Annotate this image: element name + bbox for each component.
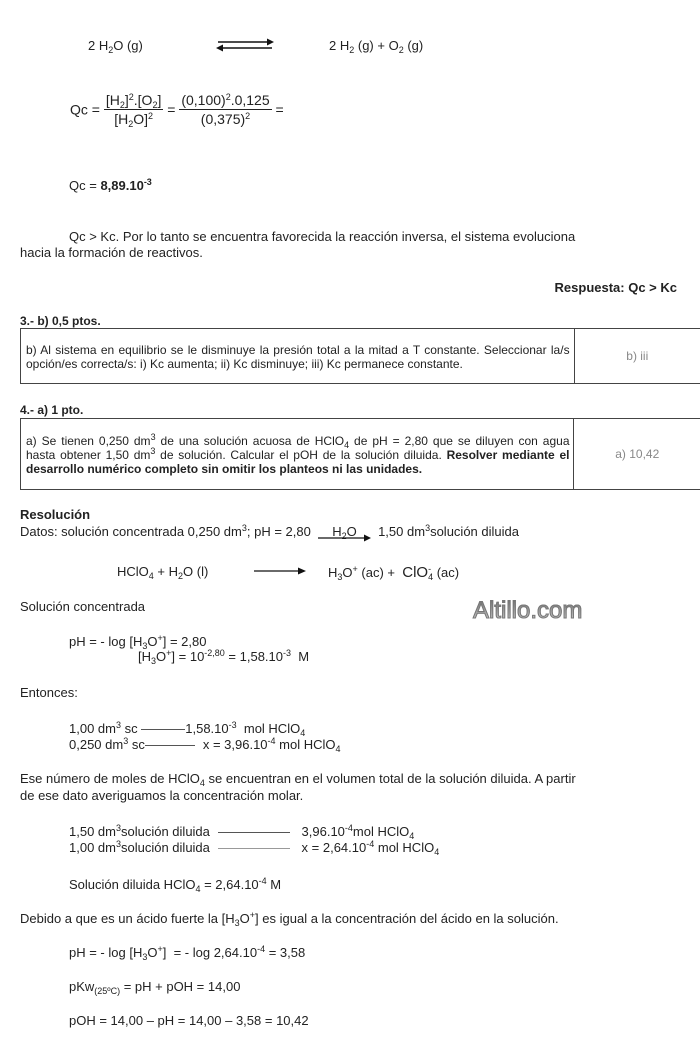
qc-expression <box>70 92 284 127</box>
text: (0,375) <box>200 111 246 127</box>
text: ClO <box>402 564 429 581</box>
reaction-2-reactants <box>117 564 208 579</box>
text: solución diluida <box>121 840 210 855</box>
subscript: 2 <box>119 100 125 110</box>
subscript: 4 <box>409 831 415 841</box>
fraction-denominator <box>179 110 271 127</box>
superscript: - <box>428 564 432 574</box>
moles-text-line-2: de ese dato averiguamos la concentración molar. <box>20 788 304 803</box>
acido-fuerte-text <box>20 911 559 926</box>
sol-conc-ph-line <box>69 634 206 649</box>
qc-label: Qc = <box>70 101 100 118</box>
text: HClO <box>117 564 149 579</box>
text: solución diluida <box>430 524 519 539</box>
text: O <box>147 945 158 960</box>
text: Solución diluida HClO <box>69 877 196 892</box>
text: .0,125 <box>230 92 270 108</box>
subscript: 4 <box>148 571 154 581</box>
superscript: 3 <box>115 720 121 730</box>
entonces-row-1 <box>69 721 305 736</box>
qc-result <box>69 178 152 193</box>
superscript: -2,80 <box>204 648 225 658</box>
reaction-2-products <box>328 564 459 581</box>
text: ] = 10 <box>171 649 205 664</box>
text: x = 3,96.10 <box>202 737 268 752</box>
superscript: -4 <box>258 876 267 886</box>
superscript: 2 <box>245 111 251 121</box>
pkw-equation <box>69 979 240 994</box>
fraction-numerator <box>179 92 271 110</box>
superscript: 3 <box>241 523 247 533</box>
fraction-denominator <box>104 110 164 127</box>
dilution-arrow <box>314 524 374 539</box>
text: 1,50 dm <box>378 524 426 539</box>
text: pKw <box>69 979 95 994</box>
text: [H <box>105 92 120 108</box>
text: O (l) <box>183 564 209 579</box>
text: Datos: solución concentrada 0,250 dm <box>20 524 242 539</box>
text: ; pH = 2,80 <box>246 524 315 539</box>
superscript: + <box>166 648 172 658</box>
subscript: 3 <box>234 918 240 928</box>
text: 3,96.10 <box>301 824 345 839</box>
superscript: + <box>352 564 358 574</box>
proportion-line <box>218 848 290 849</box>
superscript: 3 <box>150 432 156 442</box>
question-3-body: b) Al sistema en equilibrio se le disminuye la presión total a la mitad a T constante. Seleccionar la/s opción/es correcta/s: i) Kc aumenta; ii) Kc disminuye; iii) Kc permanece constante. <box>21 329 575 384</box>
question-4-heading: 4.- a) 1 pto. <box>20 403 84 417</box>
resolucion-datos <box>20 524 519 539</box>
text: pH = - log [H <box>69 945 143 960</box>
equilibrium-arrows-icon <box>214 38 276 52</box>
equals-sign: = <box>275 101 284 118</box>
superscript: + <box>157 944 163 954</box>
text: de pH = 2,80 que se diluyen con agua hasta obtener 1,50 dm <box>26 434 570 462</box>
text: O <box>239 911 250 926</box>
fraction-numerator <box>104 92 164 110</box>
superscript: 3 <box>150 446 156 456</box>
subscript: 3 <box>142 952 148 962</box>
superscript: 3 <box>115 839 121 849</box>
subscript: 4 <box>428 572 434 582</box>
question-3-table <box>20 328 700 384</box>
bold-instruction: Resolver mediante el desarrollo numérico completo sin omitir los planteos ni las unidades. <box>26 448 570 476</box>
text: (ac) + <box>357 565 403 580</box>
subscript: 2 <box>398 45 404 55</box>
text: (0,100) <box>181 92 226 108</box>
text: 1,50 dm <box>69 824 116 839</box>
superscript: 2 <box>128 92 134 102</box>
text: ] = - log 2,64.10 <box>162 945 258 960</box>
text: (g) <box>403 38 424 53</box>
subscript: 4 <box>335 744 341 754</box>
subscript: (25ºC) <box>94 986 121 996</box>
text: + H <box>153 564 179 579</box>
text: = 1,58.10 <box>224 649 284 664</box>
ph-equation <box>69 945 305 960</box>
text: se encuentran en el volumen total de la solución diluida. A partir <box>204 771 576 786</box>
superscript: -4 <box>267 736 276 746</box>
text: O <box>342 565 353 580</box>
moles-text-line-1 <box>20 771 576 786</box>
question-4-table <box>20 418 700 490</box>
resolucion-title: Resolución <box>20 507 91 522</box>
superscript: 3 <box>115 823 121 833</box>
text: 0,250 dm <box>69 737 124 752</box>
subscript: 4 <box>300 728 306 738</box>
subscript: 2 <box>178 571 184 581</box>
text: Ese número de moles de HClO <box>20 771 200 786</box>
text: O] <box>133 111 148 127</box>
subscript: 2 <box>341 531 347 541</box>
text: ] <box>124 92 129 108</box>
text: [H <box>114 111 129 127</box>
text: sc <box>121 721 138 736</box>
superscript: 2 <box>148 111 154 121</box>
qc-value: 8,89.10 <box>100 178 144 193</box>
text: 2 H <box>329 38 350 53</box>
superscript: 2 <box>225 92 231 102</box>
text: H <box>332 524 342 539</box>
text: x = 2,64.10 <box>301 840 367 855</box>
subscript: 4 <box>344 440 350 450</box>
text: a) Se tienen 0,250 dm <box>26 434 151 448</box>
superscript: -4 <box>344 823 353 833</box>
qc-numeric-fraction <box>179 92 271 127</box>
question-4-answer: a) 10,42 <box>574 419 700 490</box>
text: mol HClO <box>236 721 301 736</box>
text: mol HClO <box>275 737 336 752</box>
reaction-1-products <box>329 38 423 53</box>
conclusion-line-2: hacia la formación de reactivos. <box>20 245 203 260</box>
text: [H <box>138 649 151 664</box>
text: O <box>156 649 167 664</box>
text: (g) + O <box>354 38 399 53</box>
text: mol HClO <box>352 824 410 839</box>
equals-sign: = <box>167 101 176 118</box>
subscript: 3 <box>142 641 148 651</box>
superscript: + <box>157 633 163 643</box>
proportion-line <box>145 745 195 746</box>
subscript: 2 <box>152 100 158 110</box>
sol-conc-h3o-line <box>138 649 309 664</box>
superscript: -3 <box>228 720 237 730</box>
superscript: -3 <box>143 177 152 187</box>
text: de una solución acuosa de HClO <box>155 434 345 448</box>
text: M <box>291 649 310 664</box>
text: solución diluida <box>121 824 210 839</box>
reaction-1-reactants <box>88 38 143 53</box>
text: sc <box>128 737 145 752</box>
altillo-watermark-logo: Altillo.com <box>473 597 583 624</box>
text: (ac) <box>433 565 460 580</box>
text: pH = - log [H <box>69 634 143 649</box>
superscript: 3 <box>123 736 129 746</box>
subscript: 3 <box>337 572 343 582</box>
superscript: 3 <box>425 523 431 533</box>
text: H <box>328 565 338 580</box>
proportion-line <box>141 729 185 730</box>
text: O <box>346 524 357 539</box>
answer-qc-kc: Respuesta: Qc > Kc <box>554 280 677 295</box>
subscript: 2 <box>108 45 114 55</box>
question-3-answer: b) iii <box>574 329 700 384</box>
qc-symbolic-fraction <box>104 92 164 127</box>
text: O <box>147 634 158 649</box>
text: 1,58.10 <box>185 721 229 736</box>
subscript: 4 <box>199 778 205 788</box>
subscript: 3 <box>151 656 157 666</box>
text: ] es igual a la concentración del ácido en la solución. <box>255 911 559 926</box>
question-4-body <box>21 419 574 490</box>
text: M <box>266 877 282 892</box>
sol-conc-heading: Solución concentrada <box>20 599 146 614</box>
right-arrow-icon <box>314 534 374 542</box>
subscript: 4 <box>195 884 201 894</box>
subscript: 2 <box>349 45 355 55</box>
text: 1,00 dm <box>69 840 116 855</box>
text: = 3,58 <box>265 945 306 960</box>
text: 2 H <box>88 38 109 53</box>
diluida-row-2 <box>69 840 439 855</box>
conclusion-line-1: Qc > Kc. Por lo tanto se encuentra favorecida la reacción inversa, el sistema evoluciona <box>69 229 576 244</box>
text: 1,00 dm <box>69 721 116 736</box>
right-arrow-icon <box>252 566 308 576</box>
entonces-heading: Entonces: <box>20 685 78 700</box>
diluida-concentration <box>69 877 281 892</box>
text: Debido a que es un ácido fuerte la [H <box>20 911 235 926</box>
text: .[O <box>133 92 153 108</box>
text: = 2,64.10 <box>200 877 259 892</box>
subscript: 2 <box>128 119 134 129</box>
superscript: + <box>249 910 256 920</box>
text: de solución. Calcular el pOH de la solución diluida. <box>155 448 447 462</box>
text: ] <box>157 92 162 108</box>
text: = pH + pOH = 14,00 <box>120 979 241 994</box>
question-3-heading: 3.- b) 0,5 ptos. <box>20 314 101 328</box>
superscript: -4 <box>366 839 375 849</box>
diluida-row-1 <box>69 824 414 839</box>
text: mol HClO <box>374 840 435 855</box>
poh-equation: pOH = 14,00 – pH = 14,00 – 3,58 = 10,42 <box>69 1013 309 1028</box>
entonces-row-2 <box>69 737 341 752</box>
text: O (g) <box>113 38 143 53</box>
proportion-line <box>218 832 290 833</box>
text: Qc = <box>69 178 101 193</box>
superscript: -3 <box>283 648 292 658</box>
text: ] = 2,80 <box>162 634 207 649</box>
subscript: 4 <box>434 847 440 857</box>
superscript: -4 <box>257 944 266 954</box>
